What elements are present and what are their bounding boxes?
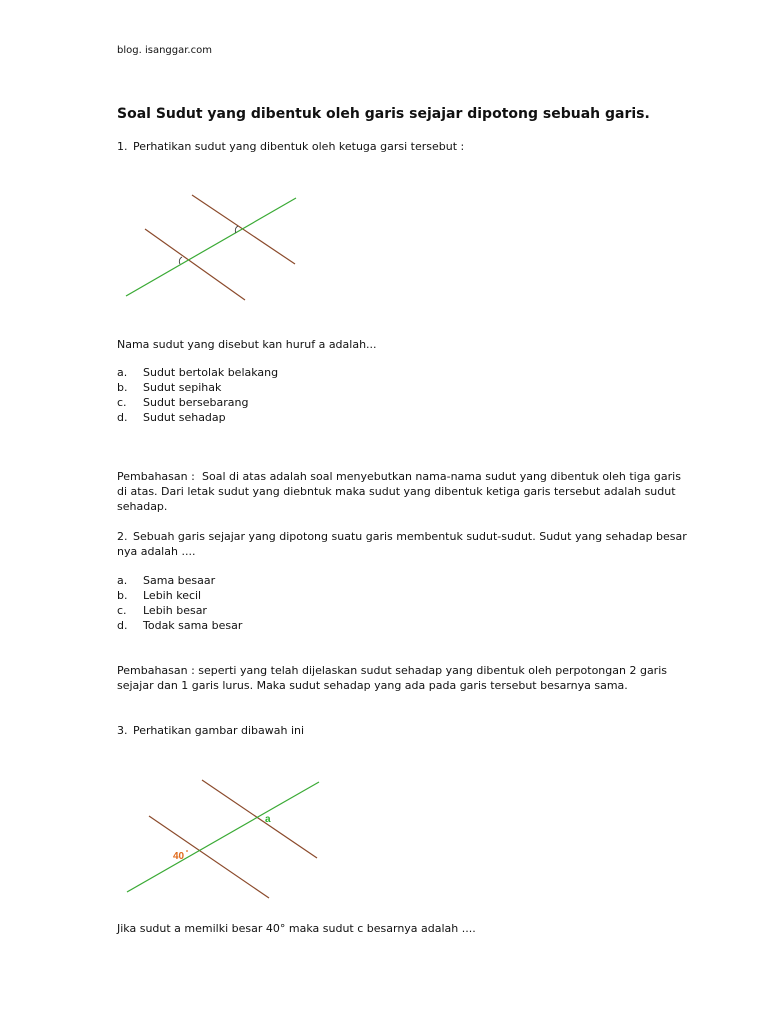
q2-option-c-text: Lebih besar (143, 604, 207, 617)
site-header: blog. isanggar.com (117, 45, 212, 56)
q1-option-d-text: Sudut sehadap (143, 411, 226, 424)
parallel-line-bottom (149, 816, 269, 898)
q2-text-line1: Sebuah garis sejajar yang dipotong suatu garis membentuk sudut-sudut. Sudut yang sehadap besar (133, 530, 687, 543)
q1-option-b-text: Sudut sepihak (143, 381, 222, 394)
angle-arc-bottom (179, 257, 182, 264)
q3-text: Perhatikan gambar dibawah ini (133, 724, 305, 737)
q3-question: Jika sudut a memilki besar 40° maka sudut c besarnya adalah .... (117, 922, 476, 935)
q1-option-a-letter: a. (117, 366, 128, 379)
q1-number: 1. (117, 140, 128, 153)
parallel-line-top (202, 780, 317, 858)
page-title: Soal Sudut yang dibentuk oleh garis sejajar dipotong sebuah garis. (117, 106, 650, 122)
q2-option-a-letter: a. (117, 574, 128, 587)
q1-discussion-line2: di atas. Dari letak sudut yang diebntuk maka sudut yang dibentuk ketiga garis tersebut adalah sudut (117, 485, 676, 498)
q2-option-a-text: Sama besaar (143, 574, 216, 587)
q1-option-a-text: Sudut bertolak belakang (143, 366, 279, 379)
q2-option-d-text: Todak sama besar (143, 619, 243, 632)
q1-option-b-letter: b. (117, 381, 128, 394)
angle-label-a: a (265, 814, 271, 825)
q1-text: Perhatikan sudut yang dibentuk oleh ketuga garsi tersebut : (133, 140, 465, 153)
q1-option-c-letter: c. (117, 396, 127, 409)
q3-number: 3. (117, 724, 128, 737)
q3-figure (117, 770, 332, 900)
q2-number: 2. (117, 530, 128, 543)
q1-figure (117, 183, 312, 303)
q2-text-line2: nya adalah .... (117, 545, 196, 558)
angle-label-40: 40 (173, 851, 185, 862)
parallel-line-bottom (145, 229, 245, 300)
q2-option-c-letter: c. (117, 604, 127, 617)
q1-question: Nama sudut yang disebut kan huruf a adalah... (117, 338, 377, 351)
q2-option-b-letter: b. (117, 589, 128, 602)
q1-option-c-text: Sudut bersebarang (143, 396, 249, 409)
transversal-line (127, 782, 319, 892)
degree-mark (186, 850, 188, 852)
parallel-line-top (192, 195, 295, 264)
q1-option-d-letter: d. (117, 411, 128, 424)
q1-discussion-line3: sehadap. (117, 500, 168, 513)
q1-discussion-label: Pembahasan : (117, 470, 195, 483)
q2-discussion-line2: sejajar dan 1 garis lurus. Maka sudut sehadap yang ada pada garis tersebut besarnya sama. (117, 679, 628, 692)
q2-option-d-letter: d. (117, 619, 128, 632)
q1-discussion-line1: Soal di atas adalah soal menyebutkan nama-nama sudut yang dibentuk oleh tiga garis (202, 470, 681, 483)
q2-discussion-line1: Pembahasan : seperti yang telah dijelaskan sudut sehadap yang dibentuk oleh perpotongan 2 garis (117, 664, 667, 677)
q2-option-b-text: Lebih kecil (143, 589, 202, 602)
